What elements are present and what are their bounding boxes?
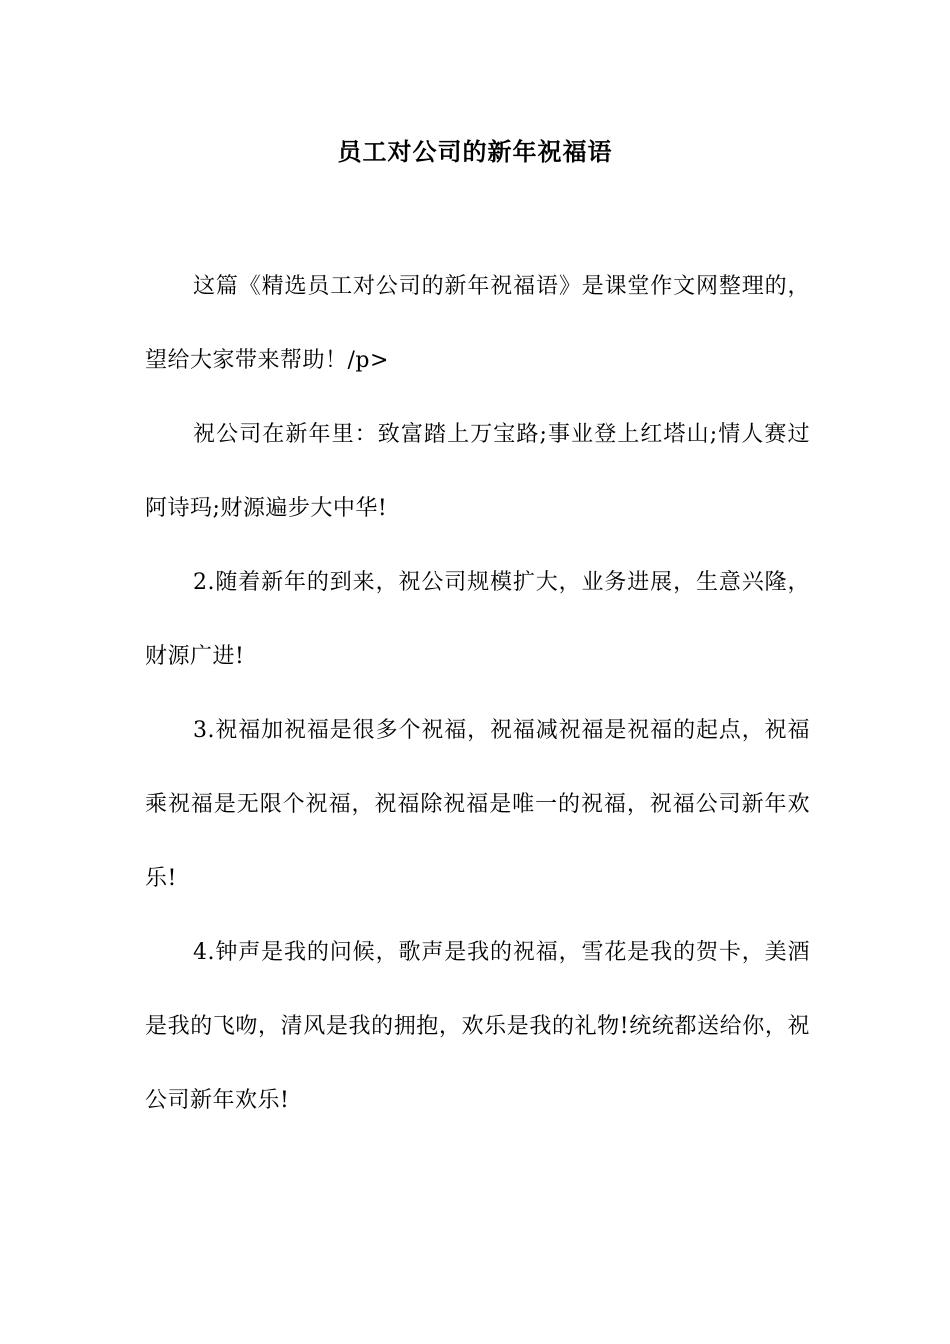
paragraph-3: 3.祝福加祝福是很多个祝福，祝福减祝福是祝福的起点，祝福乘祝福是无限个祝福，祝福除祝福是唯一的祝福，祝福公司新年欢乐!: [145, 718, 810, 891]
paragraph-intro: 这篇《精选员工对公司的新年祝福语》是课堂作文网整理的，望给大家带来帮助！/p>: [145, 274, 810, 373]
paragraph-2: 2.随着新年的到来，祝公司规模扩大，业务进展，生意兴隆，财源广进!: [145, 570, 810, 669]
paragraph-4: 4.钟声是我的问候，歌声是我的祝福，雪花是我的贺卡，美酒是我的飞吻，清风是我的拥抱，欢乐是我的礼物!统统都送给你，祝公司新年欢乐!: [145, 940, 810, 1113]
document-body: [145, 250, 810, 1138]
paragraph-1: 祝公司在新年里：致富踏上万宝路;事业登上红塔山;情人赛过阿诗玛;财源遍步大中华!: [145, 422, 810, 521]
document-title: 员工对公司的新年祝福语: [337, 138, 613, 166]
